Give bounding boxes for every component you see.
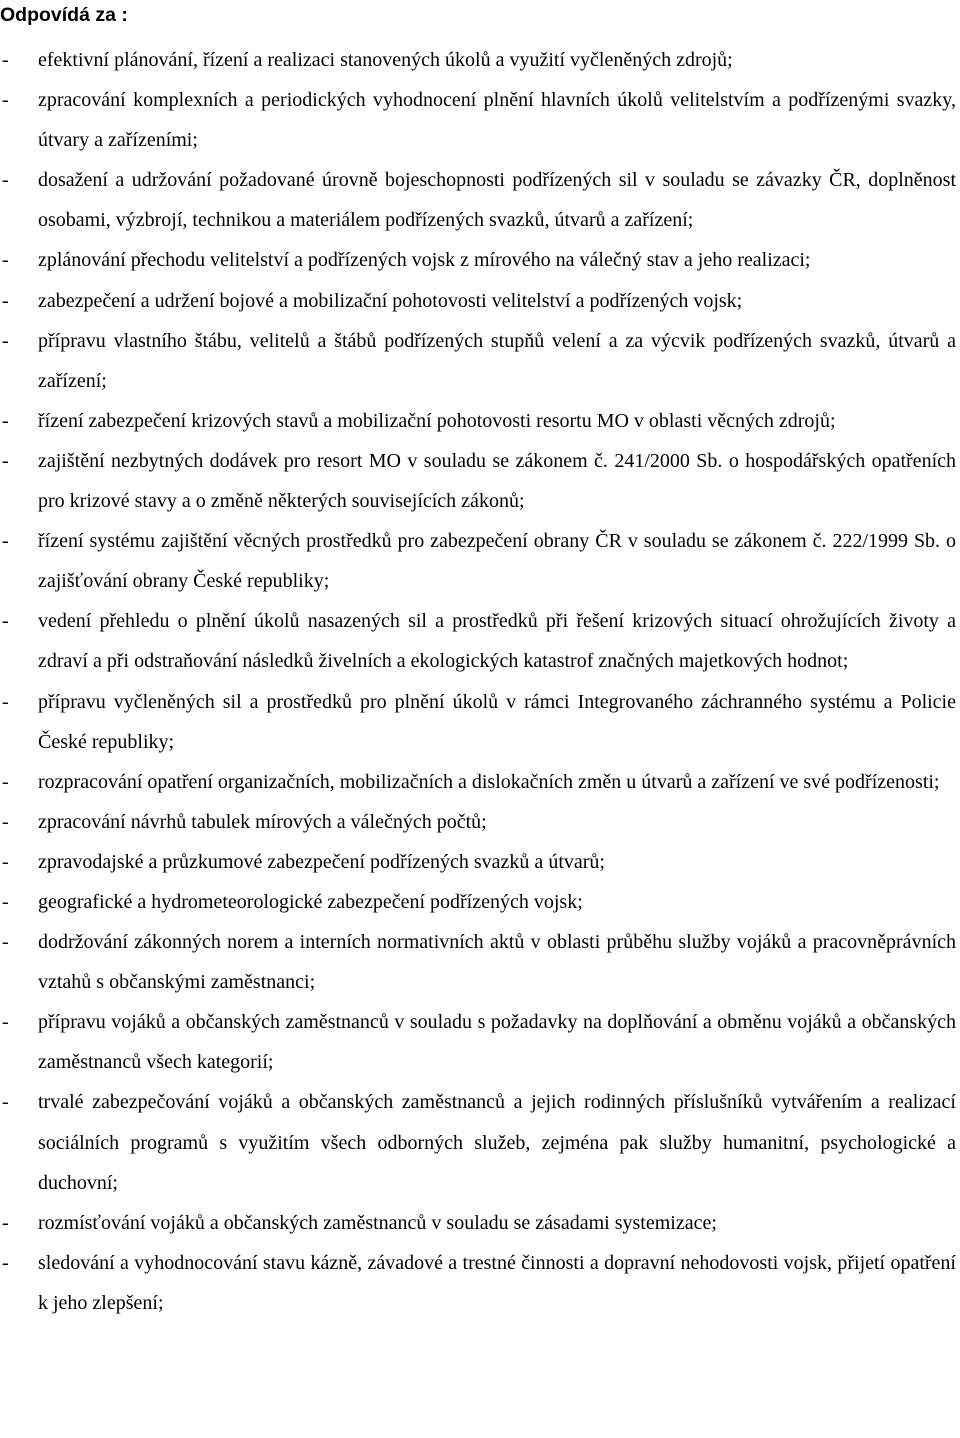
- list-item: [0, 1203, 956, 1243]
- list-item-text: řízení systému zajištění věcných prostředků pro zabezpečení obrany ČR v souladu se zákonem č. 222/1999 Sb. o zajišťování obrany České republiky;: [38, 530, 956, 593]
- list-item: [0, 922, 956, 1002]
- list-item-text: trvalé zabezpečování vojáků a občanských zaměstnanců a jejich rodinných příslušníků vytvářením a realizací sociálních programů s využitím všech odborných služeb, zejména pak služby humanitní, psychologické a duchovní;: [38, 1091, 956, 1194]
- bullet-dash: -: [2, 1251, 9, 1274]
- bullet-dash: -: [2, 329, 9, 352]
- list-item-text: efektivní plánování, řízení a realizaci stanovených úkolů a využití vyčleněných zdrojů;: [38, 49, 733, 71]
- list-item-text: zpracování komplexních a periodických vyhodnocení plnění hlavních úkolů velitelstvím a podřízenými svazky, útvary a zařízeními;: [38, 89, 956, 152]
- responsibilities-list: [0, 40, 960, 1323]
- list-item: [0, 321, 956, 401]
- bullet-dash: -: [2, 449, 9, 472]
- bullet-dash: -: [2, 610, 9, 633]
- list-item-text: řízení zabezpečení krizových stavů a mobilizační pohotovosti resortu MO v oblasti věcných zdrojů;: [38, 409, 836, 432]
- bullet-dash: -: [2, 289, 9, 312]
- list-item-text: zabezpečení a udržení bojové a mobilizační pohotovosti velitelství a podřízených vojsk;: [38, 289, 743, 312]
- list-item: [0, 441, 956, 521]
- list-item: [0, 521, 956, 601]
- list-item-text: přípravu vojáků a občanských zaměstnanců v souladu s požadavky na doplňování a obměnu vojáků a občanských zaměstnanců všech kategorií;: [38, 1011, 956, 1074]
- list-item: [0, 601, 956, 681]
- bullet-dash: -: [2, 810, 9, 833]
- bullet-dash: -: [2, 409, 9, 432]
- list-item-text: přípravu vyčleněných sil a prostředků pro plnění úkolů v rámci Integrovaného záchranného systému a Policie České republiky;: [38, 690, 956, 753]
- bullet-dash: -: [2, 770, 9, 793]
- list-item-text: vedení přehledu o plnění úkolů nasazených sil a prostředků při řešení krizových situací ohrožujících životy a zdraví a při odstraňování následků živelních a ekologických katastrof značných majetkových hodnot;: [38, 610, 956, 673]
- bullet-dash: -: [2, 690, 9, 713]
- list-item: [0, 40, 956, 80]
- list-item-text: dosažení a udržování požadované úrovně bojeschopnosti podřízených sil v souladu se závazky ČR, doplněnost osobami, výzbrojí, technikou a materiálem podřízených svazků, útvarů a zařízení;: [38, 169, 956, 232]
- list-item: [0, 802, 956, 842]
- list-item-text: rozmísťování vojáků a občanských zaměstnanců v souladu se zásadami systemizace;: [38, 1211, 717, 1234]
- list-item: [0, 401, 956, 441]
- bullet-dash: -: [2, 931, 9, 954]
- list-item: [0, 682, 956, 762]
- list-item: [0, 160, 956, 240]
- bullet-dash: -: [2, 890, 9, 913]
- list-item-text: přípravu vlastního štábu, velitelů a štábů podřízených stupňů velení a za výcvik podřízených svazků, útvarů a zařízení;: [38, 329, 956, 392]
- bullet-dash: -: [2, 1011, 9, 1034]
- list-item-text: geografické a hydrometeorologické zabezpečení podřízených vojsk;: [38, 890, 583, 913]
- bullet-dash: -: [2, 249, 9, 272]
- list-item: [0, 1243, 956, 1323]
- list-item-text: sledování a vyhodnocování stavu kázně, závadové a trestné činnosti a dopravní nehodovosti vojsk, přijetí opatření k jeho zlepšení;: [38, 1251, 956, 1314]
- bullet-dash: -: [2, 850, 9, 873]
- bullet-dash: -: [2, 169, 9, 192]
- bullet-dash: -: [2, 1091, 9, 1114]
- list-item: [0, 240, 956, 280]
- list-item-text: zajištění nezbytných dodávek pro resort MO v souladu se zákonem č. 241/2000 Sb. o hospodářských opatřeních pro krizové stavy a o změně některých souvisejících zákonů;: [38, 449, 956, 513]
- list-item-text: dodržování zákonných norem a interních normativních aktů v oblasti průběhu služby vojáků a pracovněprávních vztahů s občanskými zaměstnanci;: [38, 931, 956, 994]
- list-item: [0, 80, 956, 160]
- bullet-dash: -: [2, 1211, 9, 1234]
- list-item: [0, 281, 956, 321]
- list-item-text: zplánování přechodu velitelství a podřízených vojsk z mírového na válečný stav a jeho realizaci;: [38, 249, 811, 272]
- bullet-dash: -: [2, 49, 9, 71]
- list-item: [0, 842, 956, 882]
- list-item-text: rozpracování opatření organizačních, mobilizačních a dislokačních změn u útvarů a zařízení ve své podřízenosti;: [38, 770, 940, 793]
- list-item: [0, 762, 956, 802]
- section-heading: Odpovídá za :: [0, 4, 128, 26]
- bullet-dash: -: [2, 530, 9, 553]
- list-item-text: zpravodajské a průzkumové zabezpečení podřízených svazků a útvarů;: [38, 850, 605, 873]
- list-item: [0, 1002, 956, 1082]
- list-item: [0, 882, 956, 922]
- list-item-text: zpracování návrhů tabulek mírových a válečných počtů;: [38, 810, 487, 833]
- bullet-dash: -: [2, 89, 9, 112]
- list-item: [0, 1082, 956, 1202]
